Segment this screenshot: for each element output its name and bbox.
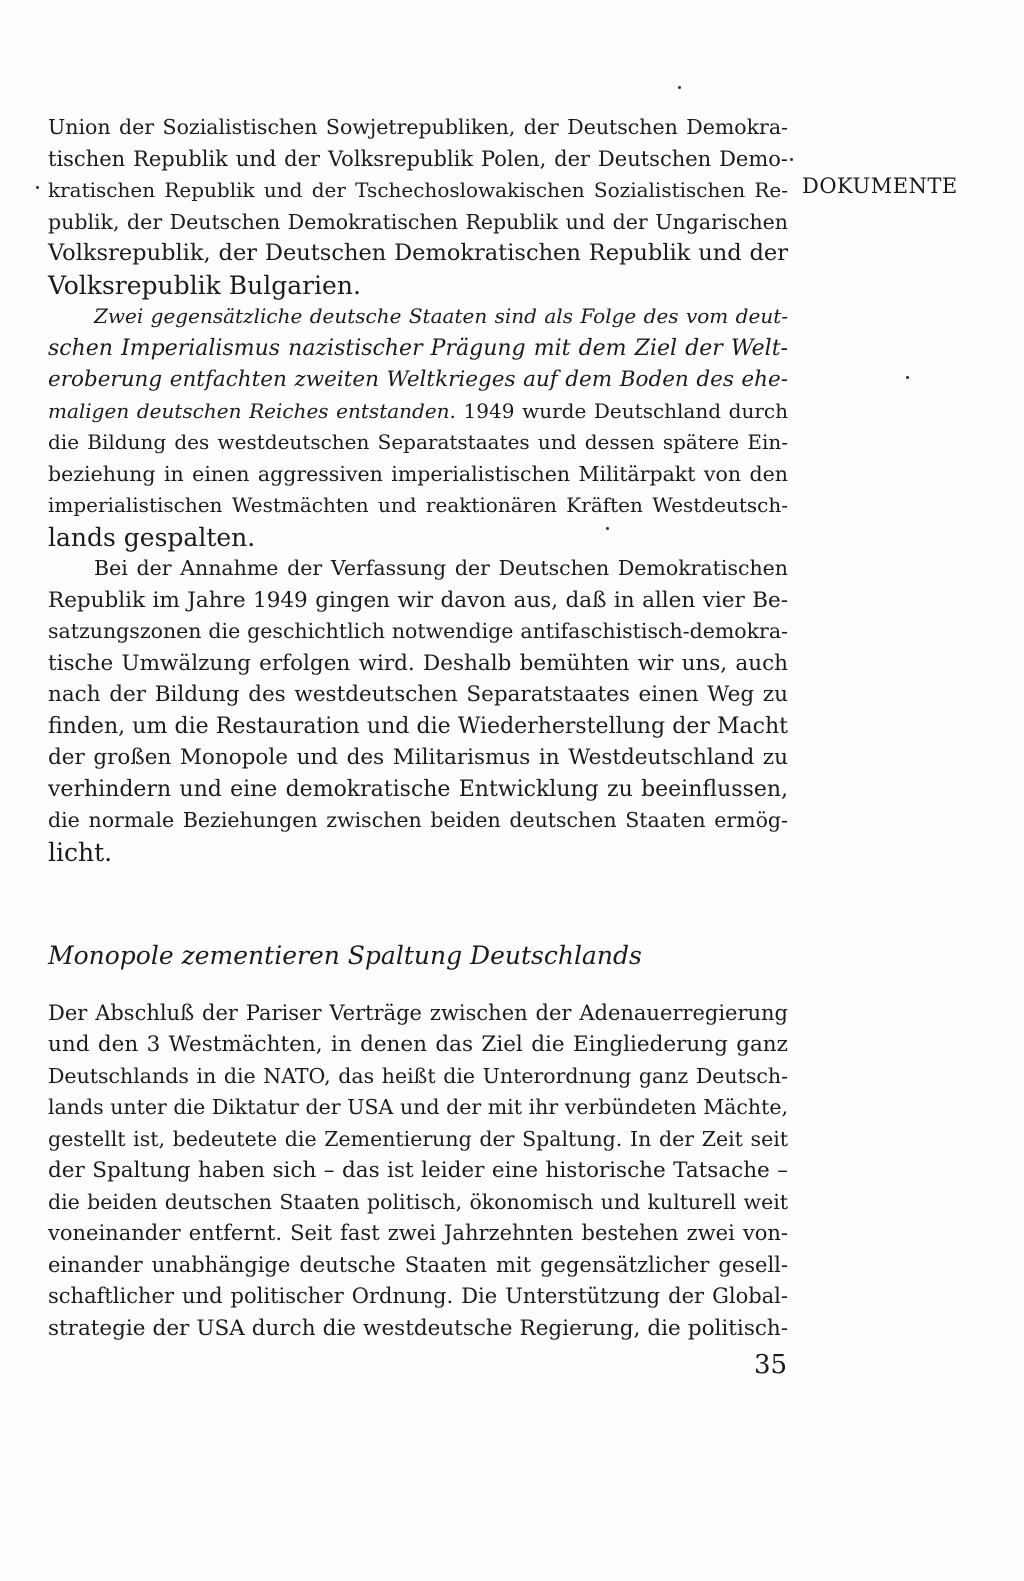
text-line <box>48 396 788 428</box>
text-line: die normale Beziehungen zwischen beiden deutschen Staaten ermög- <box>48 808 788 832</box>
scan-speck <box>606 527 609 530</box>
text-line: Volksrepublik, der Deutschen Demokratischen Republik und der <box>48 240 788 266</box>
emphasis-text: maligen deutschen Reiches entstanden. <box>48 398 456 423</box>
text-line: Der Abschluß der Pariser Verträge zwischen der Adenauerregierung <box>48 1000 788 1025</box>
scan-speck <box>906 376 909 379</box>
text-line: eroberung entfachten zweiten Weltkrieges auf dem Boden des ehe- <box>48 367 788 392</box>
text-line: einander unabhängige deutsche Staaten mit gegensätzlicher gesell- <box>48 1252 788 1277</box>
section-heading: Monopole zementieren Spaltung Deutschlands <box>48 941 642 970</box>
text-line: gestellt ist, bedeutete die Zementierung der Spaltung. In der Zeit seit <box>48 1126 788 1151</box>
body-text <box>48 112 788 1344</box>
text-line: der Spaltung haben sich – das ist leider eine historische Tatsache – <box>48 1158 788 1183</box>
page-number: 35 <box>754 1350 788 1380</box>
text-line: lands gespalten. <box>48 522 256 552</box>
text-line: Deutschlands in die NATO, das heißt die Unterordnung ganz Deutsch- <box>48 1063 788 1088</box>
text-line: die beiden deutschen Staaten politisch, ökonomisch und kulturell weit <box>48 1189 788 1214</box>
text-line: die Bildung des westdeutschen Separatstaates und dessen spätere Ein- <box>48 430 788 454</box>
paragraph <box>48 553 788 868</box>
text-line: schen Imperialismus nazistischer Prägung mit dem Ziel der Welt- <box>48 335 788 361</box>
text-line: publik, der Deutschen Demokratischen Republik und der Ungarischen <box>48 209 788 234</box>
text-line: voneinander entfernt. Seit fast zwei Jahrzehnten bestehen zwei von- <box>48 1221 788 1245</box>
text-line: beziehung in einen aggressiven imperialistischen Militärpakt von den <box>48 461 788 486</box>
text-line: licht. <box>48 837 113 867</box>
text-line: Union der Sozialistischen Sowjetrepubliken, der Deutschen Demokra- <box>48 115 788 139</box>
scan-speck <box>790 158 793 161</box>
text-line: der großen Monopole und des Militarismus in Westdeutschland zu <box>48 745 788 770</box>
text-line: tische Umwälzung erfolgen wird. Deshalb bemühten wir uns, auch <box>48 650 788 676</box>
paragraph <box>48 112 788 301</box>
text-line: nach der Bildung des westdeutschen Separatstaates einen Weg zu <box>48 682 788 707</box>
text-line: Volksrepublik Bulgarien. <box>48 270 361 300</box>
roman-text: 1949 wurde Deutschland durch <box>455 398 788 423</box>
margin-label: DOKUMENTE <box>802 174 958 198</box>
paragraph <box>48 301 788 553</box>
text-line: Republik im Jahre 1949 gingen wir davon aus, daß in allen vier Be- <box>48 587 788 613</box>
text-line: strategie der USA durch die westdeutsche Regierung, die politisch- <box>48 1315 788 1341</box>
text-line: tischen Republik und der Volksrepublik Polen, der Deutschen Demo- <box>48 146 788 171</box>
text-line: Zwei gegensätzliche deutsche Staaten sind als Folge des vom deut- <box>94 304 788 328</box>
text-line: lands unter die Diktatur der USA und der mit ihr verbündeten Mächte, <box>48 1095 788 1119</box>
scan-speck <box>678 86 681 89</box>
text-line: schaftlicher und politischer Ordnung. Die Unterstützung der Global- <box>48 1284 788 1308</box>
text-line: kratischen Republik und der Tschechoslowakischen Sozialistischen Re- <box>48 178 788 202</box>
paragraph <box>48 998 788 1345</box>
text-line: und den 3 Westmächten, in denen das Ziel die Eingliederung ganz <box>48 1032 788 1057</box>
text-line: verhindern und eine demokratische Entwicklung zu beeinflussen, <box>48 776 788 802</box>
text-line: finden, um die Restauration und die Wiederherstellung der Macht <box>48 713 788 739</box>
text-line: Bei der Annahme der Verfassung der Deutschen Demokratischen <box>94 556 788 580</box>
text-line: satzungszonen die geschichtlich notwendige antifaschistisch-demokra- <box>48 619 788 643</box>
spacer <box>48 868 788 940</box>
spacer <box>48 972 788 998</box>
scan-speck <box>36 186 39 189</box>
text-line: imperialistischen Westmächten und reaktionären Kräften Westdeutsch- <box>48 493 788 517</box>
